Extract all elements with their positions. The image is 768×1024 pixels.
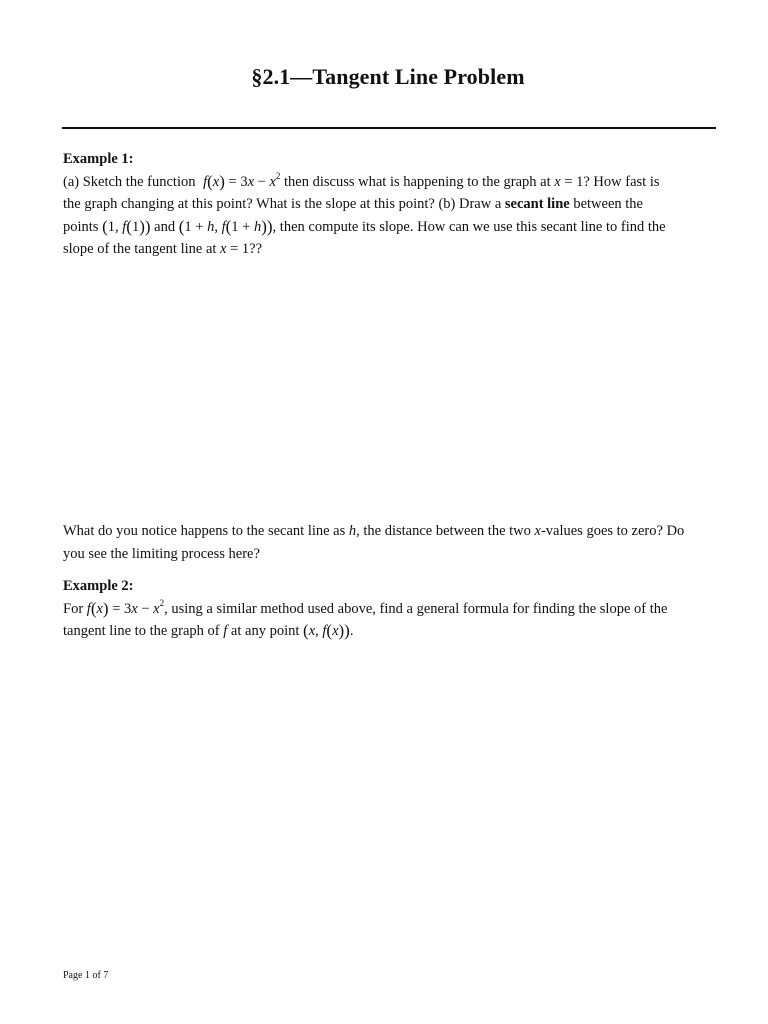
point-1: (1, f(1)) bbox=[102, 216, 151, 236]
math-x: x bbox=[554, 173, 561, 190]
text: (a) Sketch the function bbox=[63, 173, 200, 190]
text: ? How fast is bbox=[583, 173, 660, 190]
function-expression: $f(x) = 3x - x^2$ bbox=[203, 170, 281, 191]
text: then discuss what is happening to the graph at bbox=[280, 173, 555, 190]
point-2: (1 + h, f(1 + h)) bbox=[178, 216, 273, 236]
example-2-heading: Example 2: bbox=[63, 578, 134, 594]
general-point: (x, f(x)) bbox=[303, 621, 350, 640]
example-1-heading: Example 1: bbox=[63, 151, 134, 167]
function-expression-2: $f(x) = 3x - x^2$ bbox=[86, 597, 165, 618]
example-1-line-4: slope of the tangent line at x = 1?? bbox=[63, 241, 263, 257]
example-2-line-1: For $f(x) = 3x - x^2$, using a similar method used above, find a general formula for finding the slope of the bbox=[63, 597, 668, 618]
example-1-line-2: the graph changing at this point? What is the slope at this point? (b) Draw a secant line between the bbox=[63, 196, 643, 212]
example-1-line-3: points (1, f(1)) and (1 + h, f(1 + h)), then compute its slope. How can we use this secant line to find the bbox=[63, 216, 666, 236]
limit-question bbox=[63, 520, 715, 565]
example-1 bbox=[63, 148, 715, 261]
limit-question-line-1: What do you notice happens to the secant line as h, the distance between the two x-values goes to zero? Do bbox=[63, 523, 685, 539]
title-divider bbox=[62, 127, 716, 129]
limit-question-line-2: you see the limiting process here? bbox=[63, 545, 260, 562]
page-number: Page 1 of 7 bbox=[63, 970, 109, 981]
page-title: §2.1—Tangent Line Problem bbox=[251, 64, 525, 89]
example-2-line-2: tangent line to the graph of f at any point (x, f(x)). bbox=[63, 621, 354, 640]
example-2 bbox=[63, 575, 715, 643]
secant-line-term: secant line bbox=[504, 196, 570, 212]
example-1-line-1: (a) Sketch the function $f(x) = 3x - x^2$ then discuss what is happening to the graph at x = 1? How fast is bbox=[63, 170, 660, 191]
